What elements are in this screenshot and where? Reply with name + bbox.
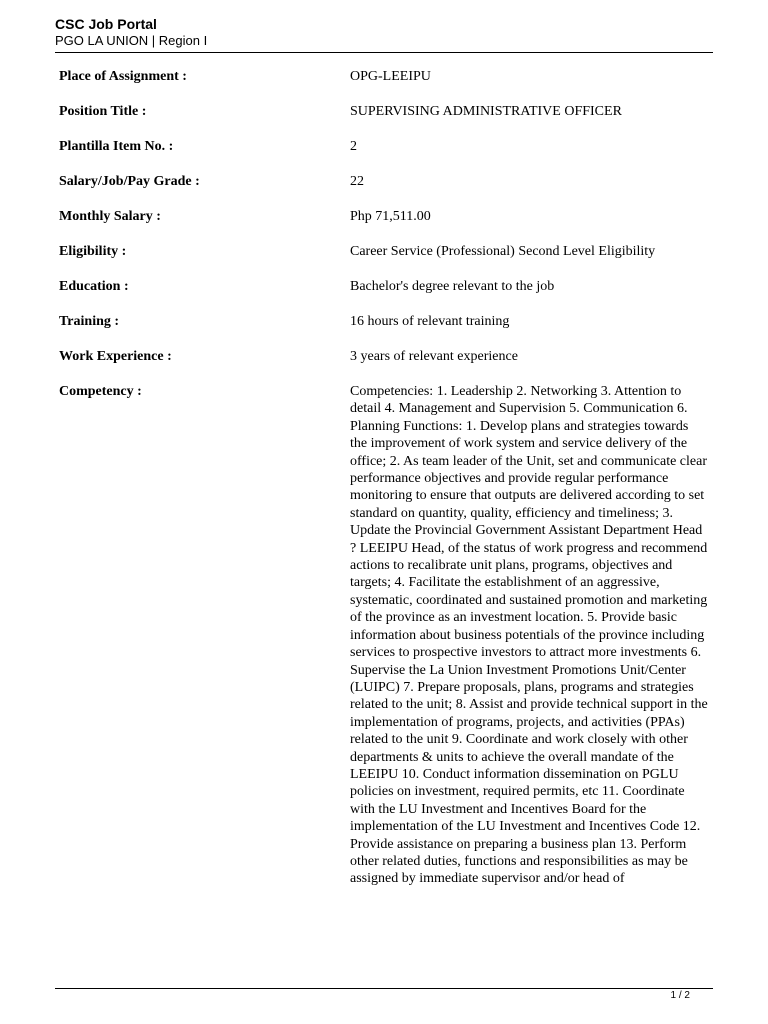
field-label: Plantilla Item No. : <box>59 139 174 154</box>
portal-title: CSC Job Portal <box>55 16 157 32</box>
job-details <box>59 68 709 888</box>
field-label: Place of Assignment : <box>59 69 187 84</box>
field-label: Education : <box>59 279 129 294</box>
field-value: Php 71,511.00 <box>350 209 431 224</box>
field-row-work-experience <box>59 348 709 383</box>
field-value: 16 hours of relevant training <box>350 314 510 329</box>
field-value: 22 <box>350 174 364 189</box>
field-label: Eligibility : <box>59 244 127 259</box>
field-label: Monthly Salary : <box>59 209 161 224</box>
field-row-competency <box>59 383 709 888</box>
field-row-eligibility <box>59 243 709 278</box>
field-label: Position Title : <box>59 104 147 119</box>
header-divider <box>55 52 713 53</box>
field-value: OPG-LEEIPU <box>350 69 431 84</box>
field-row-training <box>59 313 709 348</box>
field-row-salary-grade <box>59 173 709 208</box>
field-row-education <box>59 278 709 313</box>
footer-divider <box>55 988 713 989</box>
office-region: PGO LA UNION | Region I <box>55 33 208 48</box>
field-row-place-of-assignment <box>59 68 709 103</box>
field-value: SUPERVISING ADMINISTRATIVE OFFICER <box>350 104 622 119</box>
field-value: 3 years of relevant experience <box>350 349 518 364</box>
field-value: 2 <box>350 139 357 154</box>
field-value: Competencies: 1. Leadership 2. Networking 3. Attention to detail 4. Management and Supervision 5. Communication 6. Planning Functions: 1. Develop plans and strategies towards the improvement of work system and service delivery of the office; 2. As team leader of the Unit, set and communicate clear performance objectives and provide regular performance monitoring to ensure that outputs are delivered according to set standard on quantity, quality, efficiency and timeliness; 3. Update the Provincial Government Assistant Department Head ? LEEIPU Head, of the status of work progress and recommend actions to recalibrate unit plans, programs, objectives and targets; 4. Facilitate the establishment of an aggressive, systematic, coordinated and sustained promotion and marketing of the province as an investment location. 5. Provide basic information about business potentials of the province including services to prospective investors to attract more investments 6. Supervise the La Union Investment Promotions Unit/Center (LUIPC) 7. Prepare proposals, plans, programs and strategies related to the unit; 8. Assist and provide technical support in the implementation of programs, projects, and activities (PPAs) related to the unit 9. Coordinate and work closely with other departments & units to achieve the overall mandate of the LEEIPU 10. Conduct information dissemination on PGLU policies on investment, required permits, etc 11. Coordinate with the LU Investment and Incentives Board for the implementation of the LU Investment and Incentives Code 12. Provide assistance on preparing a business plan 13. Perform other related duties, functions and responsibilities as may be assigned by immediate supervisor and/or head of <box>350 384 708 887</box>
field-value: Career Service (Professional) Second Level Eligibility <box>350 244 656 259</box>
page-number: 1 / 2 <box>670 990 690 1001</box>
field-label: Competency : <box>59 384 142 399</box>
page-header <box>55 15 713 49</box>
field-label: Salary/Job/Pay Grade : <box>59 174 200 189</box>
field-row-monthly-salary <box>59 208 709 243</box>
field-label: Work Experience : <box>59 349 172 364</box>
field-label: Training : <box>59 314 120 329</box>
field-value: Bachelor's degree relevant to the job <box>350 279 555 294</box>
field-row-position-title <box>59 103 709 138</box>
field-row-plantilla-item <box>59 138 709 173</box>
